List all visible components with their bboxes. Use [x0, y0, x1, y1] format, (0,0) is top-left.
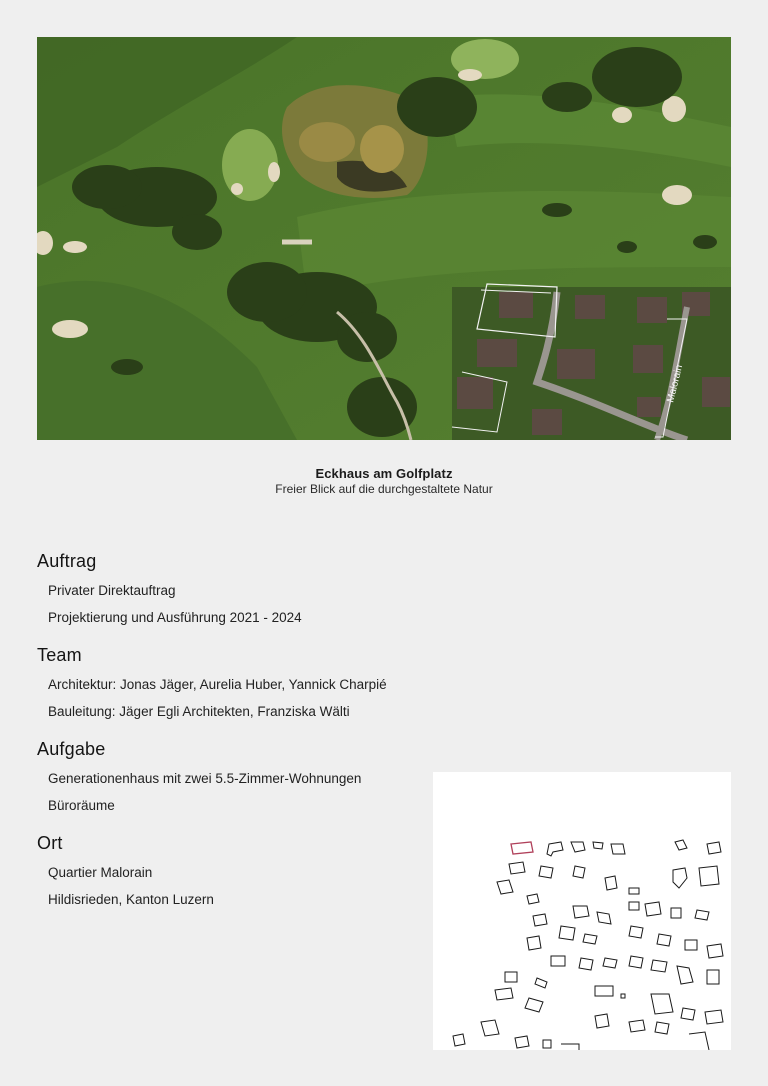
section-heading: Ort [37, 833, 63, 853]
caption-title: Eckhaus am Golfplatz [315, 466, 453, 481]
section-line: Hildisrieden, Kanton Luzern [48, 892, 214, 907]
section-heading: Team [37, 645, 82, 665]
aerial-photo-illustration [37, 37, 731, 440]
section-team [37, 645, 387, 725]
section-line: Privater Direktauftrag [48, 583, 176, 598]
section-line: Generationenhaus mit zwei 5.5-Zimmer-Wohnungen [48, 771, 362, 786]
neighbour-buildings [453, 840, 723, 1050]
site-plan [433, 772, 731, 1050]
section-line: Quartier Malorain [48, 865, 153, 880]
street-label: Malorain [665, 363, 686, 404]
photo-caption [0, 466, 768, 496]
section-heading: Aufgabe [37, 739, 106, 759]
section-auftrag [37, 551, 302, 631]
section-heading: Auftrag [37, 551, 97, 571]
aerial-photo [37, 37, 731, 440]
site-plan-drawing [433, 772, 731, 1050]
caption-subtitle: Freier Blick auf die durchgestaltete Natur [275, 482, 493, 496]
section-line: Bauleitung: Jäger Egli Architekten, Franziska Wälti [48, 704, 350, 719]
section-line: Projektierung und Ausführung 2021 - 2024 [48, 610, 302, 625]
section-ort [37, 833, 214, 913]
section-aufgabe [37, 739, 361, 819]
section-line: Architektur: Jonas Jäger, Aurelia Huber, Yannick Charpié [48, 677, 387, 692]
section-line: Büroräume [48, 798, 115, 813]
project-building [511, 842, 533, 854]
